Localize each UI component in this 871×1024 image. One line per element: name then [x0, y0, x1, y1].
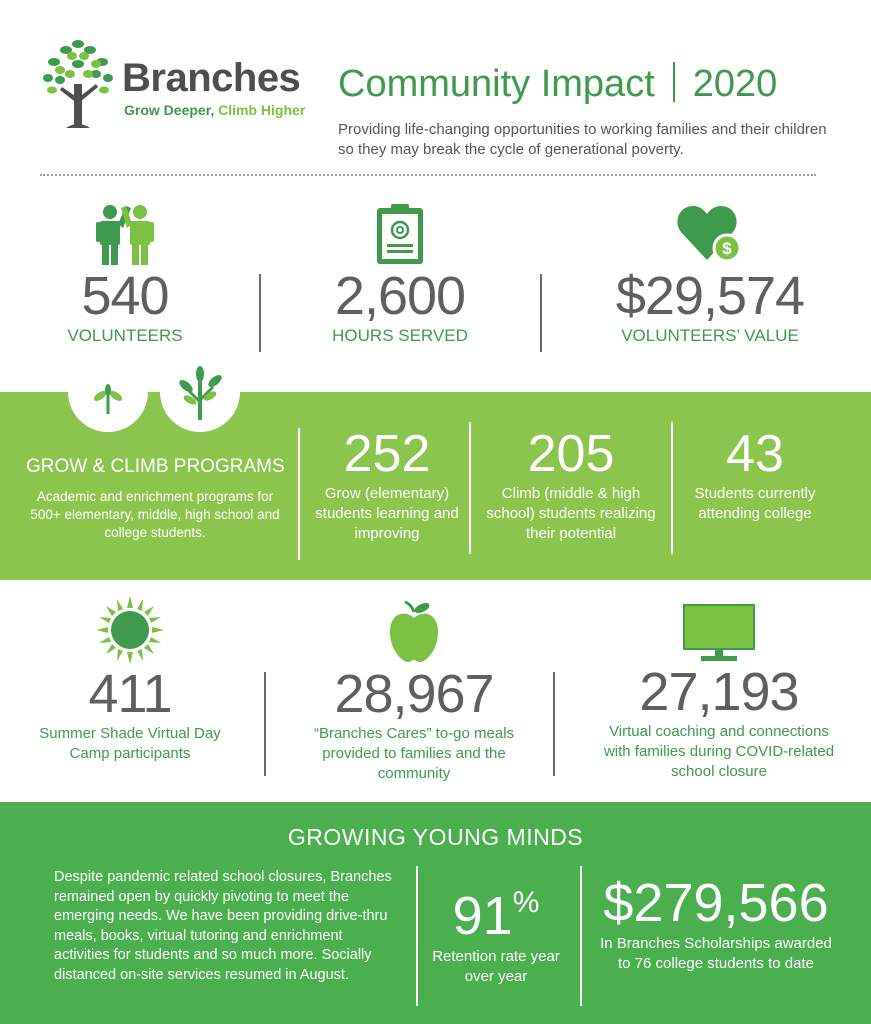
retention-unit: %	[512, 886, 540, 919]
divider	[259, 274, 261, 352]
grow-stat	[312, 424, 462, 544]
camp-label: Summer Shade Virtual Day Camp participants	[39, 725, 221, 762]
grow-label: Grow (elementary) students learning and improving	[315, 485, 459, 542]
programs-description: Academic and enrichment programs for 500+ elementary, middle, high school and college students.	[30, 489, 280, 540]
header	[0, 0, 871, 190]
programs-band	[0, 392, 871, 580]
volunteers-value: 540	[81, 266, 169, 326]
divider	[671, 422, 673, 554]
college-stat	[680, 424, 830, 524]
camp-stat	[30, 596, 230, 764]
branches-logo	[40, 34, 320, 134]
hours-label: HOURS SERVED	[332, 326, 468, 345]
monitor-icon	[683, 604, 755, 662]
tagline-part2: Climb Higher	[218, 102, 306, 118]
climb-value: 205	[527, 425, 615, 483]
sun-icon	[96, 596, 164, 664]
title-year: 2020	[692, 63, 778, 105]
value-label: VOLUNTEERS’ VALUE	[621, 326, 799, 345]
dotted-divider	[40, 174, 816, 176]
tree-logo-icon	[40, 34, 116, 130]
college-value: 43	[726, 425, 784, 483]
divider	[264, 672, 266, 776]
divider	[553, 672, 555, 776]
sapling-circle	[160, 352, 240, 432]
climb-label: Climb (middle & high school) students realizing their potential	[486, 485, 656, 542]
brand-tagline	[124, 102, 305, 118]
meals-label: “Branches Cares” to-go meals provided to families and the community	[313, 725, 515, 782]
meals-value: 28,967	[334, 664, 494, 724]
value-stat	[590, 202, 830, 346]
scholarship-value: $279,566	[603, 873, 829, 933]
meals-stat	[306, 600, 522, 784]
camp-value: 411	[88, 664, 172, 724]
value-value: $29,574	[615, 266, 805, 326]
apple-icon	[388, 600, 440, 664]
grow-value: 252	[343, 425, 431, 483]
sapling-icon	[160, 352, 240, 432]
divider	[540, 274, 542, 352]
volunteers-stat	[30, 202, 220, 346]
divider	[298, 428, 300, 560]
hours-stat	[300, 202, 500, 346]
high-five-people-icon	[90, 202, 160, 266]
scholarship-stat	[594, 872, 838, 974]
growing-title: GROWING YOUNG MINDS	[287, 824, 584, 850]
retention-label: Retention rate year over year	[432, 948, 560, 985]
retention-value-wrap	[426, 872, 566, 947]
page-title	[338, 60, 777, 108]
tagline-part1: Grow Deeper,	[124, 102, 219, 118]
growing-text: Despite pandemic related school closures, Branches remained open by quickly pivoting to meet the emerging needs. We have been providing drive-thru meals, books, virtual tutoring and enrichment activities for students and so much more. Socially distanced on-site services resumed in August.	[54, 869, 392, 983]
retention-stat	[426, 872, 566, 987]
divider	[580, 866, 582, 1006]
college-label: Students currently attending college	[694, 485, 816, 522]
svg-text:$: $	[722, 239, 732, 258]
scholarship-label: In Branches Scholarships awarded to 76 college students to date	[600, 935, 832, 972]
volunteers-label: VOLUNTEERS	[67, 326, 183, 345]
clipboard-icon	[375, 202, 425, 266]
heart-dollar-icon	[677, 202, 743, 266]
sprout-circle	[68, 352, 148, 432]
sprout-icon	[68, 352, 148, 432]
services-stats	[0, 590, 871, 800]
coaching-label: Virtual coaching and connections with families during COVID-related school closure	[603, 723, 835, 780]
hours-value: 2,600	[334, 266, 466, 326]
title-divider	[673, 62, 675, 102]
coaching-stat	[594, 604, 844, 782]
divider	[416, 866, 418, 1006]
growing-band	[0, 802, 871, 1024]
climb-stat	[480, 424, 662, 544]
brand-name: Branches	[122, 56, 301, 100]
intro-text: Providing life-changing opportunities to working families and their children so they may break the cycle of generational poverty.	[338, 121, 827, 158]
retention-value: 91	[452, 886, 513, 946]
divider	[469, 422, 471, 554]
coaching-value: 27,193	[639, 662, 799, 722]
programs-title: GROW & CLIMB PROGRAMS	[26, 456, 285, 477]
title-text: Community Impact	[338, 63, 655, 105]
